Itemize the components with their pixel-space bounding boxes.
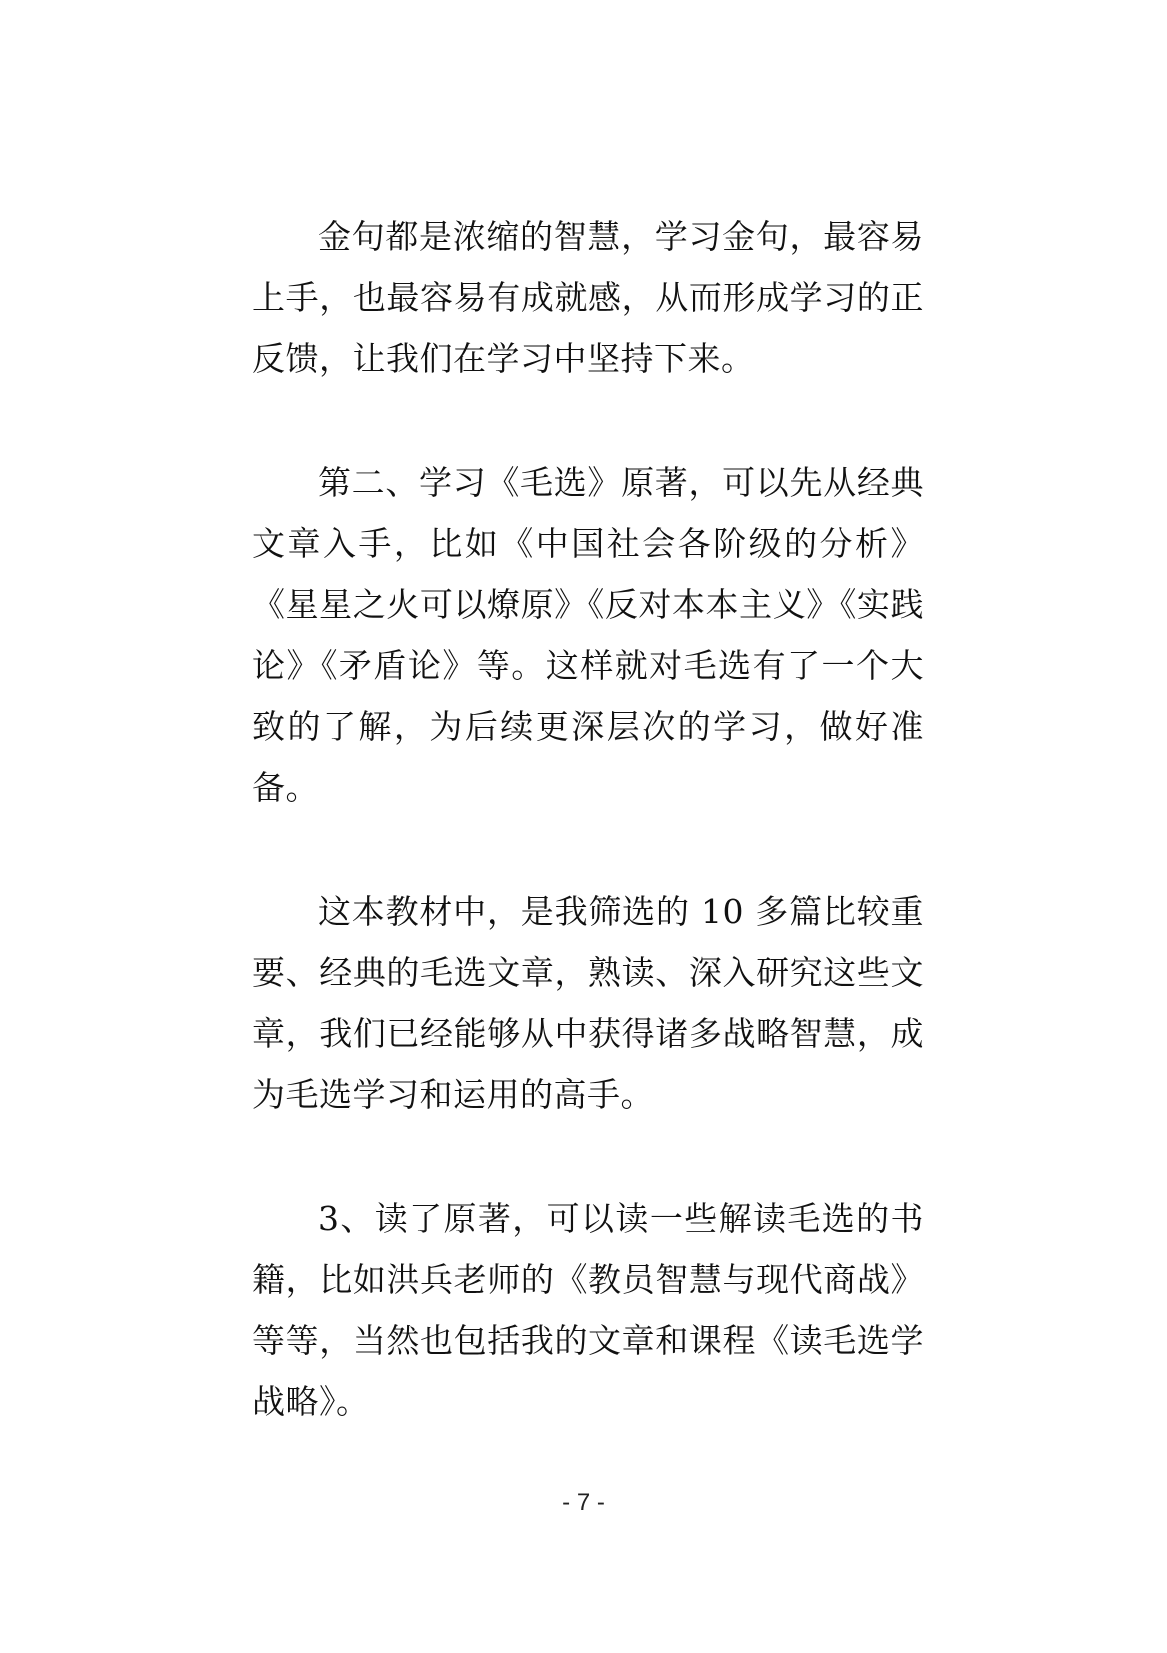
paragraph-textbook-selection: 这本教材中，是我筛选的 10 多篇比较重要、经典的毛选文章，熟读、深入研究这些文章，我们已经能够从中获得诸多战略智慧，成为毛选学习和运用的高手。 <box>252 892 924 1114</box>
paragraph-third-interpretations: 3、读了原著，可以读一些解读毛选的书籍，比如洪兵老师的《教员智慧与现代商战》等等，当然也包括我的文章和课程《读毛选学战略》。 <box>252 1199 924 1421</box>
paragraph-golden-quotes: 金句都是浓缩的智慧，学习金句，最容易上手，也最容易有成就感，从而形成学习的正反馈，让我们在学习中坚持下来。 <box>252 217 924 378</box>
body-text <box>252 206 924 1495</box>
paragraph-second-original-works: 第二、学习《毛选》原著，可以先从经典文章入手，比如《中国社会各阶级的分析》《星星之火可以燎原》《反对本本主义》《实践论》《矛盾论》等。这样就对毛选有了一个大致的了解，为后续更深层次的学习，做好准备。 <box>252 463 924 807</box>
page-number: - 7 - <box>562 1489 605 1516</box>
